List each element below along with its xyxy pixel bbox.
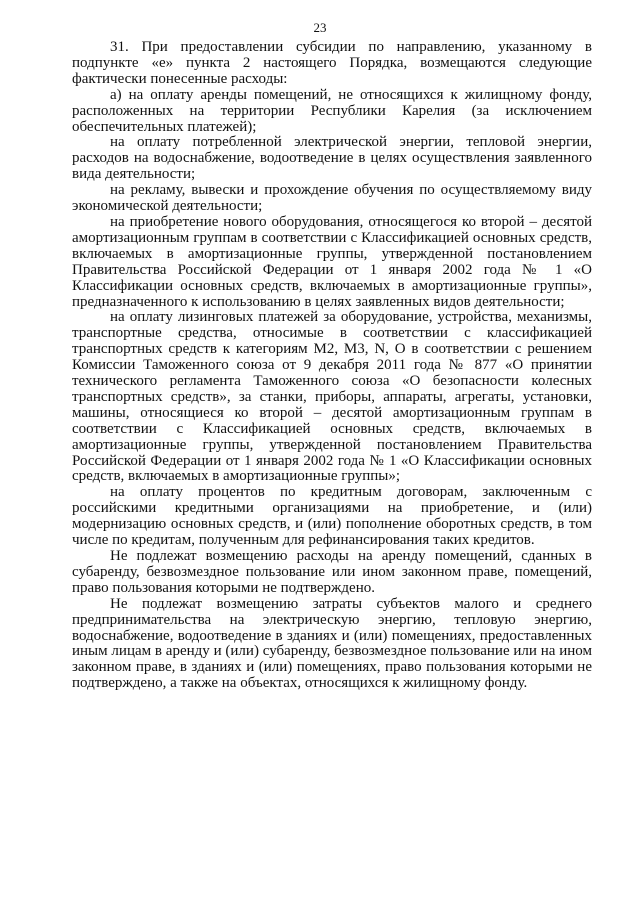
paragraph-31-intro: 31. При предоставлении субсидии по направлению, указанному в подпункте «е» пункта 2 настоящего Порядка, возмещаются следующие фактически понесенные расходы:	[72, 39, 592, 87]
paragraph-exclusion-rent: Не подлежат возмещению расходы на аренду помещений, сданных в субаренду, безвозмездное пользование или ином законном праве, помещений, право пользования которыми не подтверждено.	[72, 548, 592, 596]
page-number: 23	[313, 20, 327, 35]
paragraph-rent: а) на оплату аренды помещений, не относящихся к жилищному фонду, расположенных на территории Республики Карелия (за исключением обеспечительных платежей);	[72, 86, 592, 135]
paragraph-leasing: на оплату лизинговых платежей за оборудование, устройства, механизмы, транспортные средства, относимые в соответствии с классификацией транспортных средств к категориям M2, M3, N, O в соответствии с решением Комиссии Таможенного союза от 9 декабря 2011 года № 877 «О принятии технического регламента Таможенного союза «О безопасности колесных транспортных средств», за станки, приборы, аппараты, агрегаты, установки, машины, относящиеся ко второй – десятой амортизационным группам в соответствии с Классификацией основных средств, включаемых в амортизационные группы, утвержденной постановлением Правительства Российской Федерации от 1 января 2002 года № 1 «О Классификации основных средств, включаемых в амортизационные группы»;	[72, 309, 592, 485]
paragraph-exclusion-utilities: Не подлежат возмещению затраты субъектов малого и среднего предпринимательства на электрическую энергию, тепловую энергию, водоснабжение, водоотведение в зданиях и (или) помещениях, предоставленных иным лицам в аренду и (или) субаренду, безвозмездное пользование или на ином законном праве, в зданиях и (или) помещениях, право пользования которыми не подтверждено, а также на объектах, относящихся к жилищному фонду.	[72, 595, 592, 692]
paragraph-advertising: на рекламу, вывески и прохождение обучения по осуществляемому виду экономической деятельности;	[72, 182, 592, 215]
paragraph-interest: на оплату процентов по кредитным договорам, заключенным с российскими кредитными организациями на приобретение, и (или) модернизацию основных средств, и (или) пополнение оборотных средств, в том числе по кредитам, полученным для рефинансирования таких кредитов.	[72, 484, 592, 549]
document-body	[72, 40, 592, 692]
paragraph-utilities: на оплату потребленной электрической энергии, тепловой энергии, расходов на водоснабжение, водоотведение в целях осуществления заявленного вида деятельности;	[72, 134, 592, 183]
paragraph-equipment: на приобретение нового оборудования, относящегося ко второй – десятой амортизационным группам в соответствии с Классификацией основных средств, включаемых в амортизационные группы, утвержденной постановлением Правительства Российской Федерации от 1 января 2002 года № 1 «О Классификации основных средств, включаемых в амортизационные группы», предназначенного к использованию в целях заявленных видов деятельности;	[72, 213, 592, 310]
